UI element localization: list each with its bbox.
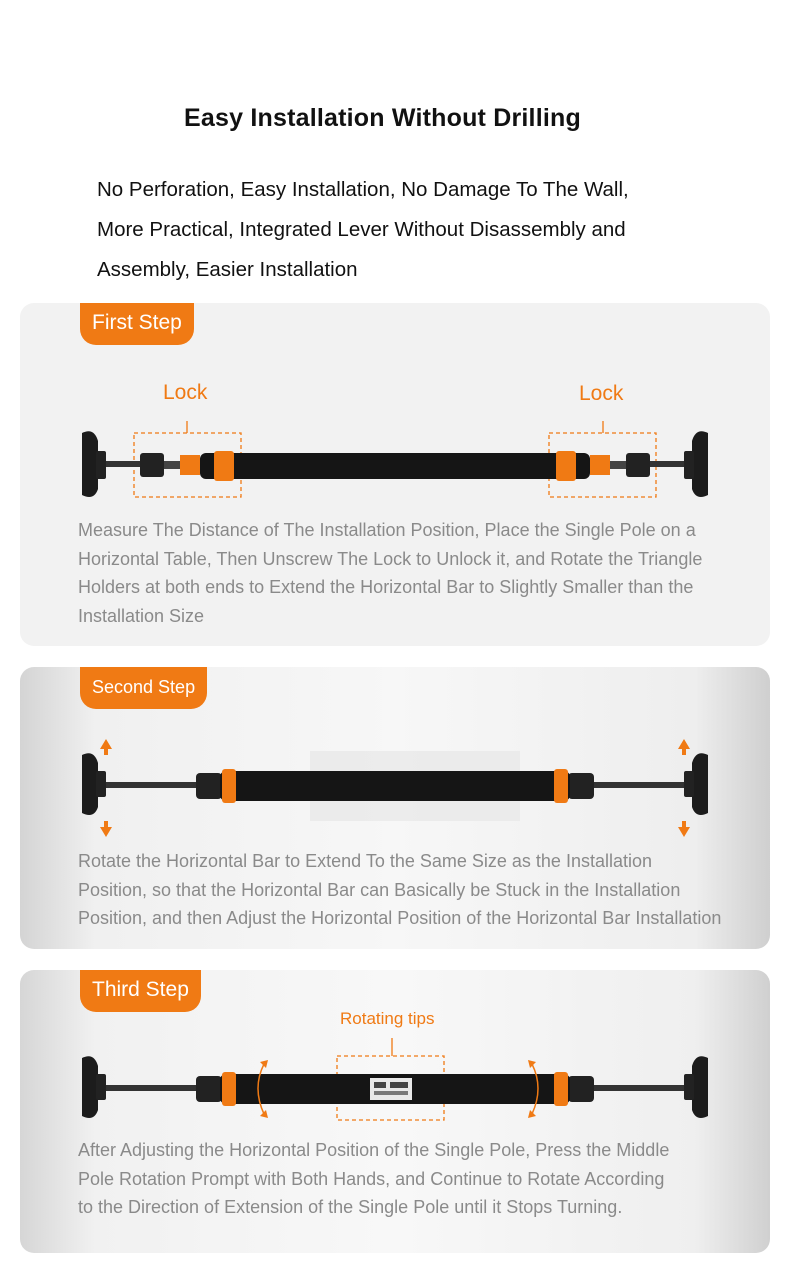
suction-cup-left xyxy=(82,1056,98,1118)
intro-line: More Practical, Integrated Lever Without Disassembly and xyxy=(97,218,626,241)
description-line: Horizontal Table, Then Unscrew The Lock to Unlock it, and Rotate the Triangle xyxy=(78,548,703,569)
description-line: Holders at both ends to Extend the Horizontal Bar to Slightly Smaller than the xyxy=(78,577,694,597)
page-title: Easy Installation Without Drilling xyxy=(184,104,581,132)
intro-line: Assembly, Easier Installation xyxy=(97,258,358,281)
step-tag: Second Step xyxy=(80,667,207,709)
step-card-first xyxy=(20,303,770,646)
pull-up-bar-illustration xyxy=(20,667,770,847)
step-card-third xyxy=(20,970,770,1253)
pull-up-bar-illustration xyxy=(20,970,770,1140)
suction-cup-left xyxy=(82,753,98,815)
step-description xyxy=(78,847,721,933)
step-card-second xyxy=(20,667,770,949)
suction-cup-right xyxy=(692,1056,708,1118)
intro-line: No Perforation, Easy Installation, No Damage To The Wall, xyxy=(97,178,629,201)
description-line: Installation Size xyxy=(78,605,205,626)
step-description xyxy=(78,516,702,630)
suction-cup-right xyxy=(684,431,708,497)
description-line: to the Direction of Extension of the Single Pole until it Stops Turning. xyxy=(78,1197,623,1217)
description-line: Rotate the Horizontal Bar to Extend To the Same Size as the Installation xyxy=(78,851,652,871)
description-line: Measure The Distance of The Installation Position, Place the Single Pole on a xyxy=(78,520,696,540)
suction-cup-right xyxy=(692,753,708,815)
rotating-tips-label: Rotating tips xyxy=(340,1009,435,1028)
pull-up-bar-illustration xyxy=(20,303,770,513)
lock-label-left: Lock xyxy=(163,381,208,404)
step-tag: Third Step xyxy=(80,970,201,1012)
sticker-icon xyxy=(370,1078,412,1100)
description-line: Position, so that the Horizontal Bar can Basically be Stuck in the Installation xyxy=(78,879,681,900)
suction-cup-left xyxy=(82,431,106,497)
description-line: Pole Rotation Prompt with Both Hands, and Continue to Rotate According xyxy=(78,1168,665,1189)
description-line: After Adjusting the Horizontal Position of the Single Pole, Press the Middle xyxy=(78,1140,670,1160)
step-description xyxy=(78,1136,669,1222)
intro-paragraph xyxy=(97,170,737,290)
lock-label-right: Lock xyxy=(579,382,624,405)
description-line: Position, and then Adjust the Horizontal Position of the Horizontal Bar Installation xyxy=(78,908,722,928)
step-tag: First Step xyxy=(80,303,194,345)
